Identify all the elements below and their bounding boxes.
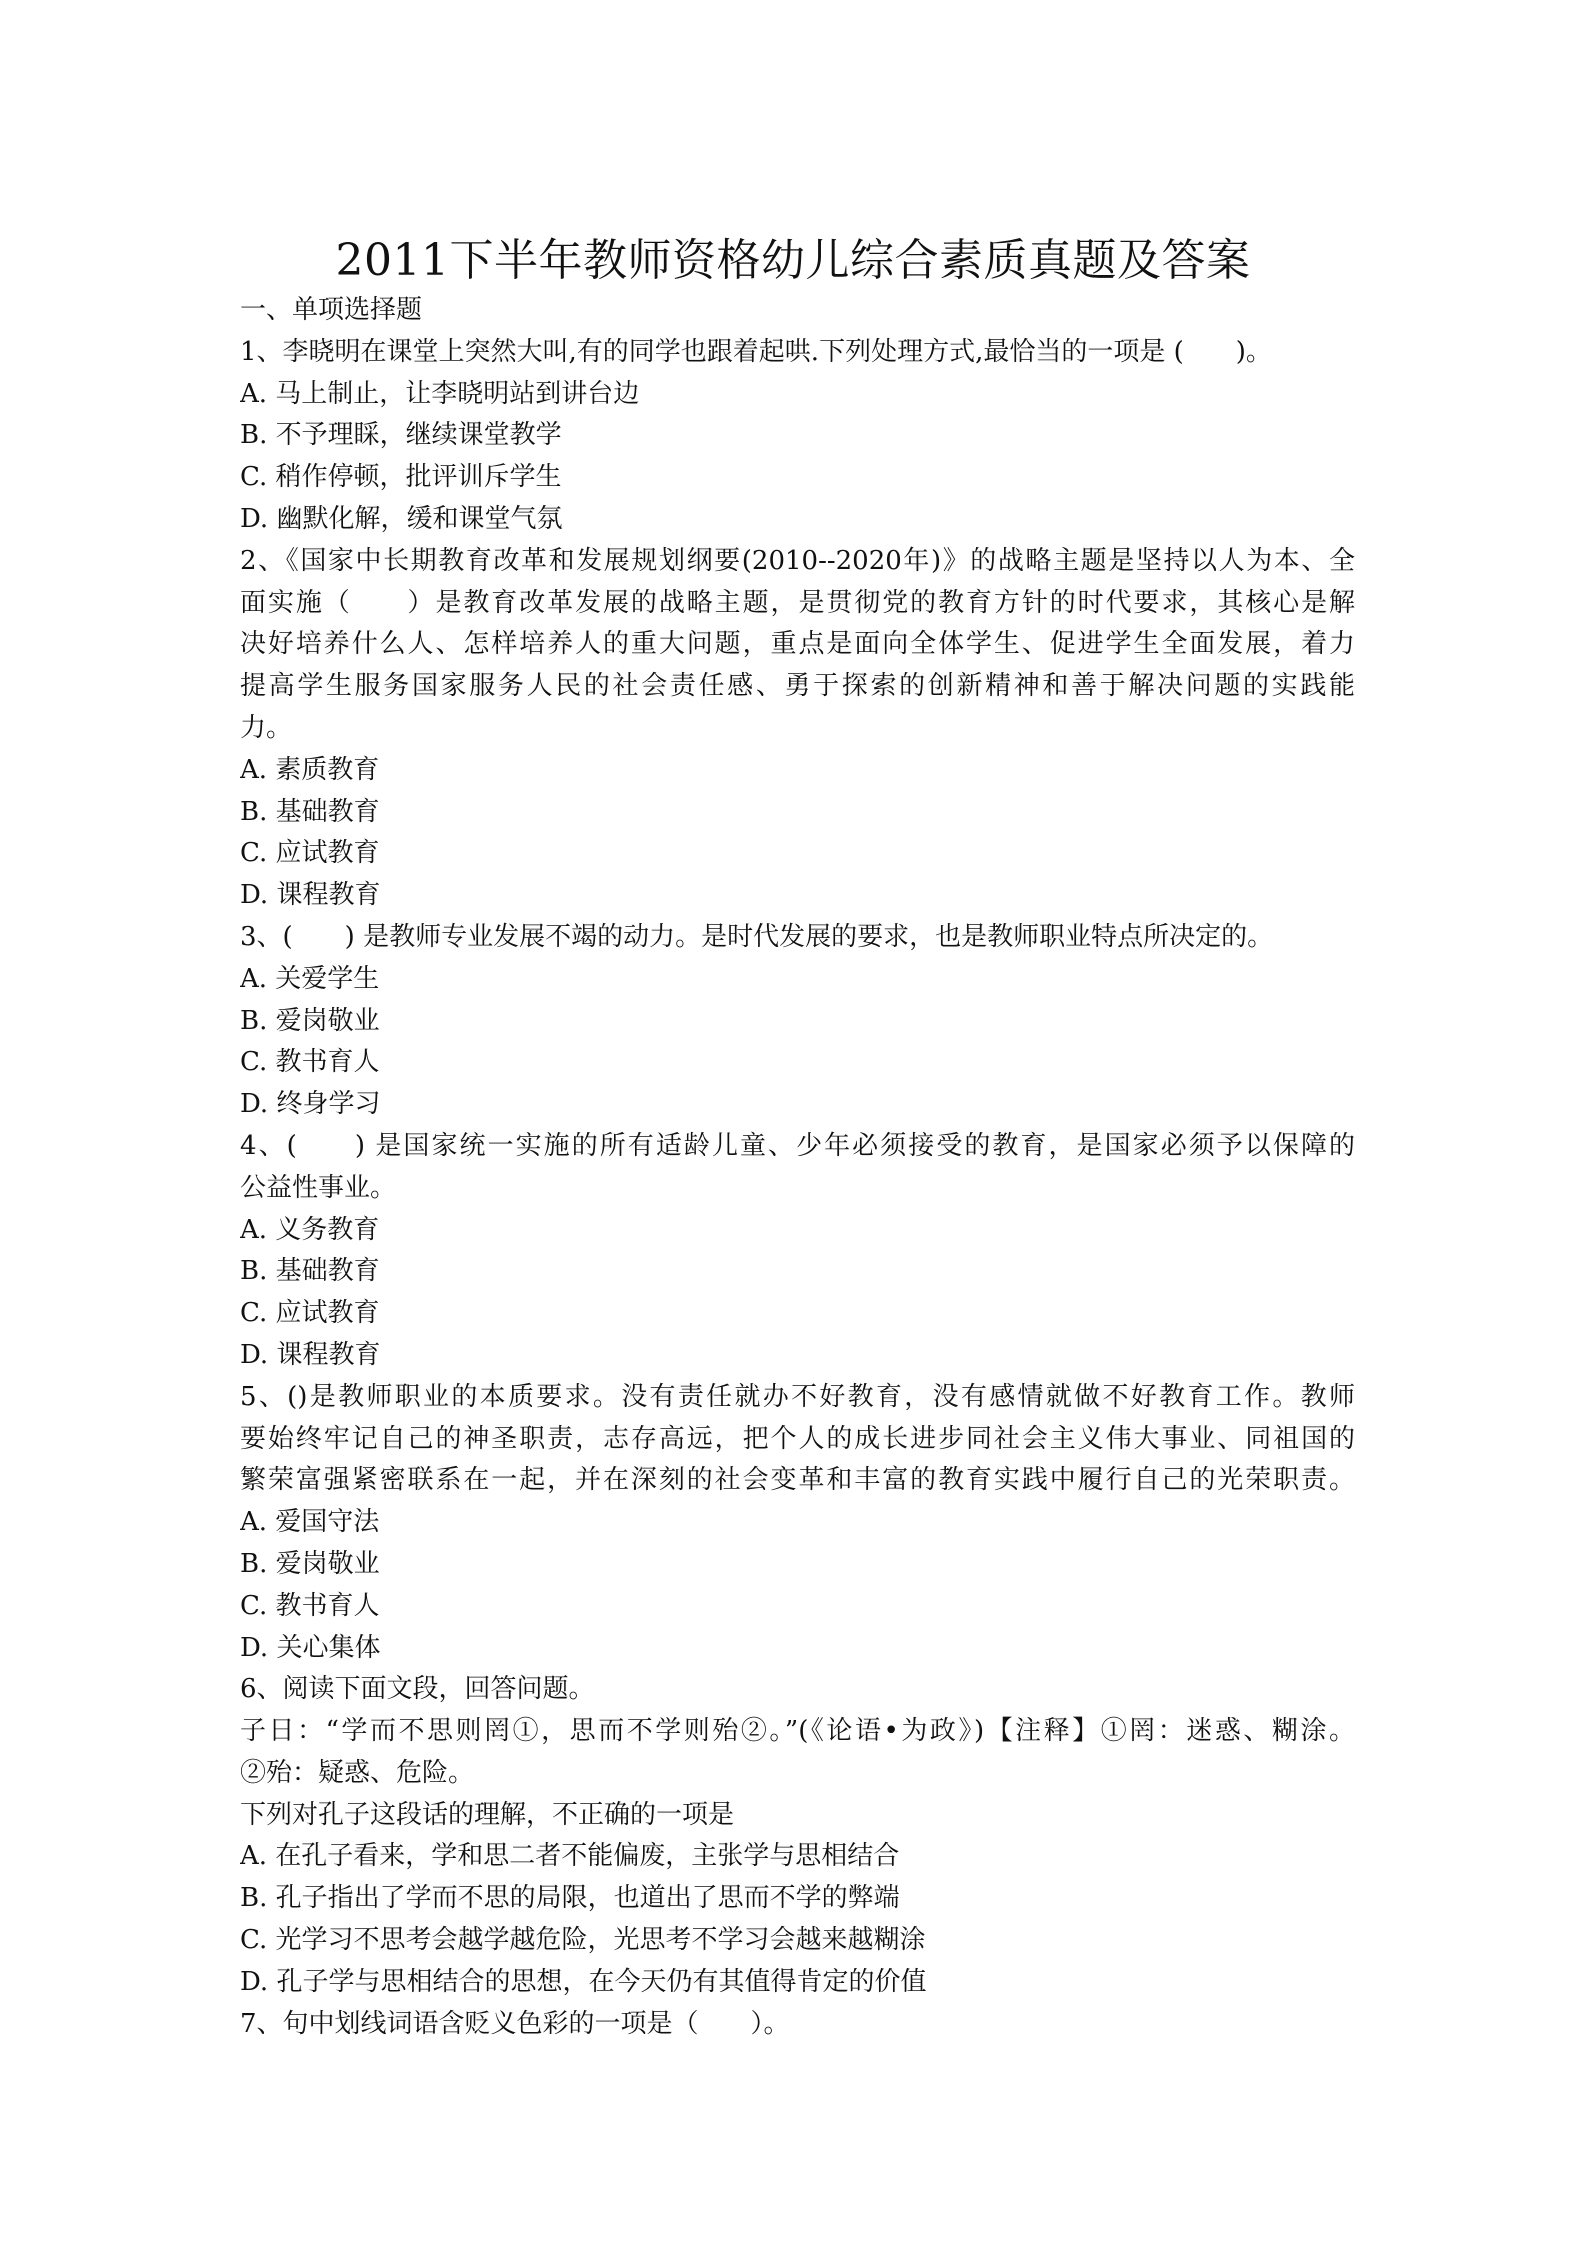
question-5-stem-line-1: 5、()是教师职业的本质要求。没有责任就办不好教育，没有感情就做不好教育工作。教师: [240, 1381, 1355, 1412]
question-1-option-a: A. 马上制止，让李晓明站到讲台边: [240, 378, 640, 409]
question-5-option-d: D. 关心集体: [240, 1632, 381, 1663]
question-1-option-b: B. 不予理睬，继续课堂教学: [240, 420, 562, 451]
question-3-option-b: B. 爱岗敬业: [240, 1005, 380, 1036]
question-2-stem-line-3: 决好培养什么人、怎样培养人的重大问题，重点是面向全体学生、促进学生全面发展，着力: [240, 629, 1355, 660]
question-4-option-d: D. 课程教育: [240, 1339, 381, 1370]
question-3-option-d: D. 终身学习: [240, 1089, 381, 1120]
question-4-option-a: A. 义务教育: [240, 1214, 380, 1245]
question-5-option-b: B. 爱岗敬业: [240, 1548, 380, 1579]
question-2-option-c: C. 应试教育: [240, 838, 380, 869]
question-5-stem-line-3: 繁荣富强紧密联系在一起，并在深刻的社会变革和丰富的教育实践中履行自己的光荣职责。: [240, 1465, 1355, 1496]
question-2-stem-line-4: 提高学生服务国家服务人民的社会责任感、勇于探索的创新精神和善于解决问题的实践能: [240, 671, 1355, 702]
question-6-stem-line-1: 6、阅读下面文段，回答问题。: [240, 1674, 595, 1705]
question-6-passage-line-1: 子日：“学而不思则罔①，思而不学则殆②。”(《论语•为政》)【注释】①罔：迷惑、糊涂。: [240, 1716, 1355, 1747]
question-6-prompt: 下列对孔子这段话的理解，不正确的一项是: [240, 1799, 735, 1830]
question-6-option-b: B. 孔子指出了学而不思的局限，也道出了思而不学的弊端: [240, 1883, 900, 1914]
question-2-stem-line-5: 力。: [240, 712, 293, 743]
question-6-option-c: C. 光学习不思考会越学越危险，光思考不学习会越来越糊涂: [240, 1925, 926, 1956]
question-4-stem-line-1: 4、( ) 是国家统一实施的所有适龄儿童、少年必须接受的教育，是国家必须予以保障的: [240, 1130, 1355, 1161]
question-4-stem-line-2: 公益性事业。: [240, 1172, 397, 1203]
question-1-stem: 1、李晓明在课堂上突然大叫,有的同学也跟着起哄.下列处理方式,最恰当的一项是 ( )。: [240, 336, 1272, 367]
question-5-option-c: C. 教书育人: [240, 1590, 380, 1621]
question-7-stem: 7、句中划线词语含贬义色彩的一项是（ ）。: [240, 2008, 790, 2039]
question-3-stem: 3、( ) 是教师专业发展不竭的动力。是时代发展的要求，也是教师职业特点所决定的。: [240, 921, 1274, 952]
question-4-option-b: B. 基础教育: [240, 1256, 380, 1287]
question-2-option-d: D. 课程教育: [240, 880, 381, 911]
question-2-option-b: B. 基础教育: [240, 796, 380, 827]
question-2-stem-line-2: 面实施（ ）是教育改革发展的战略主题，是贯彻党的教育方针的时代要求，其核心是解: [240, 587, 1355, 618]
document-body: [240, 290, 1355, 2045]
question-3-option-a: A. 关爱学生: [240, 963, 380, 994]
question-2-stem-line-1: 2、《国家中长期教育改革和发展规划纲要(2010--2020年)》的战略主题是坚持以人为本、全: [240, 545, 1355, 576]
document-title: 2011下半年教师资格幼儿综合素质真题及答案: [335, 235, 1251, 286]
section-heading: 一、单项选择题: [240, 295, 423, 325]
question-2-option-a: A. 素质教育: [240, 754, 380, 785]
question-5-stem-line-2: 要始终牢记自己的神圣职责，志存高远，把个人的成长进步同社会主义伟大事业、同祖国的: [240, 1423, 1355, 1454]
question-6-option-d: D. 孔子学与思相结合的思想，在今天仍有其值得肯定的价值: [240, 1966, 927, 1997]
question-1-option-c: C. 稍作停顿，批评训斥学生: [240, 462, 562, 493]
question-6-option-a: A. 在孔子看来，学和思二者不能偏废，主张学与思相结合: [240, 1841, 900, 1872]
question-1-option-d: D. 幽默化解，缓和课堂气氛: [240, 503, 563, 534]
question-4-option-c: C. 应试教育: [240, 1298, 380, 1329]
question-6-passage-line-2: ②殆：疑惑、危险。: [240, 1757, 475, 1788]
question-5-option-a: A. 爱国守法: [240, 1507, 380, 1538]
question-3-option-c: C. 教书育人: [240, 1047, 380, 1078]
